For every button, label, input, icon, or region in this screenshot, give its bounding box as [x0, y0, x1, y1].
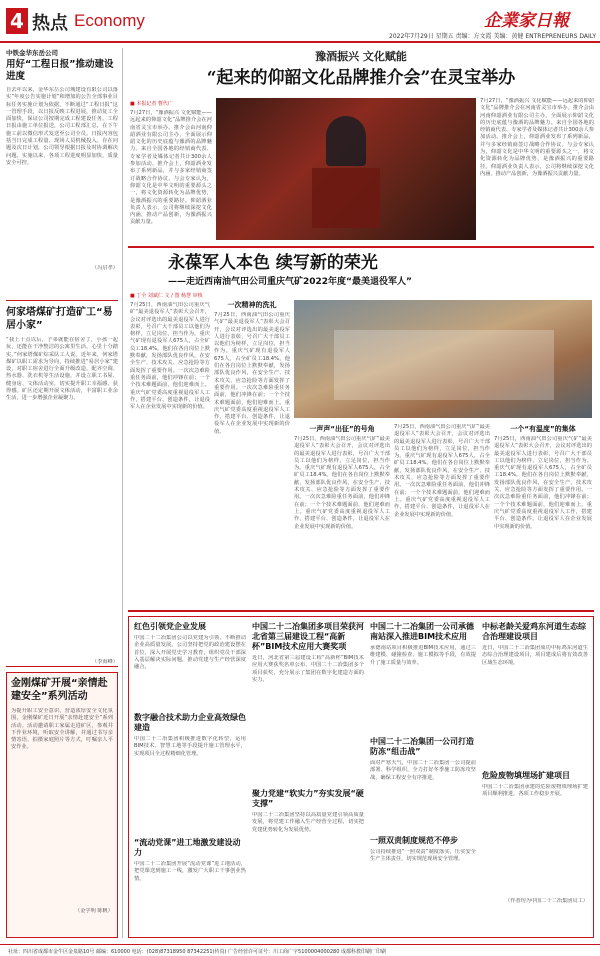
event-photo: [216, 98, 476, 240]
article-title: 中国二十二冶集团一公司承德南站深入推进BIM技术应用: [370, 622, 474, 641]
article-author: （作者均为中国二十二冶集团员工）: [504, 898, 588, 904]
bottom-col-2: [252, 622, 364, 928]
article-title: 数字融合技术助力企业高效绿色建造: [134, 713, 246, 732]
military-body-col2: 7月25日，西南油气田公司重庆气矿“最美退役军人”表彰大会召开，会议对评选出的最美退役军人进行表彰，号召广大干部员工以他们为榜样，立足岗位，担当作为。重庆气矿现有退役军人675人，占全矿员工18.4%。他们在各自岗位上默默奉献，发扬部队优良作风，在安全生产、技术攻关、应急抢险等方面发挥了重要作用。一次次急难险重任务面前，他们冲锋在前；一个个技术难题面前，他们迎难而上。重庆气矿党委高度重视退役军人工作，搭建平台、创造条件，让退役军人在企业发展中实现新的价值。: [214, 312, 290, 435]
article-title: 中国二十二冶集团多项目荣获河北省第三届建设工程“高新杯”BIM技术应用大赛奖项: [252, 622, 364, 651]
column-divider: [122, 48, 123, 938]
article-body: 中国二十二冶集团积极推进数字化转型，运用BIM技术、智慧工地等手段提升施工管理水平，实现项目全过程精细化管理。: [134, 736, 246, 757]
military-byline: ■ 丁全 刘斌仁 文 / 图 杨慧 审核: [130, 293, 203, 299]
story-body: 7月27日，“豫酒振兴 文化赋能——远起来的仰韶文化”品牌推介会在河南省灵宝市举办。推介会由河南仰韶酒业有限公司主办，全面展示仰韶文化的历史底蕴与豫酒的品牌魅力。来自全国各地的经销商代表、专家学者及媒体记者共计300余人参加活动。推介会上，仰韶酒业发布了系列新品，并与多家经销商签订战略合作协议。与会专家认为，仰韶文化是中华文明的重要源头之一，将文化资源转化为品牌优势，是豫酒振兴的重要路径。仰韶酒业负责人表示，公司将继续深挖文化内涵，推动产品创新，为豫酒振兴贡献力量。: [130, 110, 212, 226]
top-story: [128, 48, 594, 89]
divider: [128, 246, 594, 248]
article-body: 中国二十二冶集团公司以党建为引领，不断推动企业高质量发展。公司坚持把党的政治建设摆在首位，深入开展党史学习教育，组织党员干部深入基层解决实际问题，推动党建与生产经营深度融合。: [134, 635, 246, 671]
military-body-col4: 7月25日，西南油气田公司重庆气矿“最美退役军人”表彰大会召开，会议对评选出的最美退役军人进行表彰，号召广大干部员工以他们为榜样，立足岗位，担当作为。重庆气矿现有退役军人675人，占全矿员工18.4%。他们在各自岗位上默默奉献，发扬部队优良作风，在安全生产、技术攻关、应急抢险等方面发挥了重要作用。一次次急难险重任务面前，他们冲锋在前；一个个技术难题面前，他们迎难而上。重庆气矿党委高度重视退役军人工作，搭建平台、创造条件，让退役军人在企业发展中实现新的价值。: [394, 424, 490, 518]
article-body: 近日，河北省第三届建设工程“高新杯”BIM技术应用大赛获奖名单公布，中国二十二冶集团多个项目获奖，充分展示了集团在数字化建造方面的实力。: [252, 655, 364, 683]
story-byline: ■ 本报记者 曹代广: [130, 101, 173, 107]
left-article-1: [6, 48, 118, 272]
article-title: 红色引领党企业发展: [134, 622, 206, 631]
military-photo: [294, 300, 592, 418]
divider: [6, 666, 118, 667]
military-body-col1: 7月25日，西南油气田公司重庆气矿“最美退役军人”表彰大会召开，会议对评选出的最美退役军人进行表彰，号召广大干部员工以他们为榜样，立足岗位，担当作为。重庆气矿现有退役军人675人，占全矿员工18.4%。他们在各自岗位上默默奉献，发扬部队优良作风，在安全生产、技术攻关、应急抢险等方面发挥了重要作用。一次次急难险重任务面前，他们冲锋在前；一个个技术难题面前，他们迎难而上。重庆气矿党委高度重视退役军人工作，搭建平台、创造条件，让退役军人在企业发展中实现新的价值。: [130, 302, 210, 411]
left-article-2: [6, 306, 118, 666]
header-divider: [0, 41, 600, 43]
left-article-3: [6, 672, 118, 938]
article-body: 中国二十二冶集团坚持以高质量党建引领高质量发展，将党建工作融入生产经营全过程，切实把党建优势转化为发展优势。: [252, 812, 364, 833]
article-author: （李海峰）: [92, 659, 118, 665]
article-title: “流动党课”进工地激发建设动力: [134, 838, 241, 857]
article-title: 危险废物填埋场扩建项目: [482, 771, 570, 780]
military-headline: 永葆军人本色 续写新的荣光: [168, 253, 378, 273]
dateline: 2022年7月29日 星期五 责编：方文霞 美编：黄健 ENTREPRENEURS DAILY: [389, 33, 596, 40]
article-author: （金学明 陈帆）: [75, 908, 113, 914]
article-body: 中国二十二冶集团承建的危险废物填埋场扩建项目顺利推进，各项工作稳步开展。: [482, 784, 588, 798]
story-kicker: 豫酒振兴 文化赋能: [315, 50, 407, 63]
military-body-col5: 7月25日，西南油气田公司重庆气矿“最美退役军人”表彰大会召开，会议对评选出的最美退役军人进行表彰，号召广大干部员工以他们为榜样，立足岗位，担当作为。重庆气矿现有退役军人675人，占全矿员工18.4%。他们在各自岗位上默默奉献，发扬部队优良作风，在安全生产、技术攻关、应急抢险等方面发挥了重要作用。一次次急难险重任务面前，他们冲锋在前；一个个技术难题面前，他们迎难而上。重庆气矿党委高度重视退役军人工作，搭建平台、创造条件，让退役军人在企业发展中实现新的价值。: [494, 436, 592, 530]
article-title: 一照双责制度规范不停步: [370, 836, 458, 845]
article-title: 中标老龄关爱鸡东河道生态综合治理建设项目: [482, 622, 586, 641]
article-body: 面对严寒天气，中国二十二冶集团一公司提前部署、科学组织，全力打好冬季施工防冻攻坚战，确保工程安全有序推进。: [370, 760, 476, 781]
article-body: 公司持续推进“一照双责”制度落实，压实安全生产主体责任，切实规范现场安全管理。: [370, 849, 476, 863]
article-title: 中国二十二冶集团一公司打造防冻“组击战”: [370, 737, 474, 756]
article-title: 金刚煤矿开展“亲情赴建安全”系列活动: [11, 678, 108, 702]
article-author: （冯启孝）: [92, 265, 118, 271]
article-title: 聚力党建“软实力”夯实发展“硬支撑”: [252, 789, 364, 808]
group-figures: [334, 330, 554, 400]
bottom-col-3: [370, 622, 476, 909]
article-body: 中国二十二冶集团开展“流动党课”进工地活动，把党课送到施工一线，激发广大职工干事创业热情。: [134, 861, 246, 882]
newspaper-logo: 企業家日報: [484, 11, 569, 31]
divider: [128, 610, 594, 612]
story-body-continued: 7月27日，“豫酒振兴 文化赋能——远起来的仰韶文化”品牌推介会在河南省灵宝市举办。推介会由河南仰韶酒业有限公司主办，全面展示仰韶文化的历史底蕴与豫酒的品牌魅力。来自全国各地的经销商代表、专家学者及媒体记者共计300余人参加活动。推介会上，仰韶酒业发布了系列新品，并与多家经销商签订战略合作协议。与会专家认为，仰韶文化是中华文明的重要源头之一，将文化资源转化为品牌优势，是豫酒振兴的重要路径。仰韶酒业负责人表示，公司将继续深挖文化内涵，推动产品创新，为豫酒振兴贡献力量。: [480, 98, 594, 177]
article-body: 为提升职工安全意识，营造浓厚安全文化氛围，金刚煤矿近日开展“亲情赴建安全”系列活动。活动邀请职工家属走进矿区，参观井下作业环境，听取安全讲解，并通过书写亲情寄语、拍摄家庭照片等方式，叮嘱亲人平安作业。: [11, 708, 113, 751]
section-title-en: Economy: [74, 11, 145, 30]
military-subhead-3: 一个“有温度”的集体: [510, 425, 576, 433]
bottom-col-1: [134, 622, 246, 941]
article-title: 何家塔煤矿打造矿工“易居小家”: [6, 307, 113, 331]
page-footer: 社址：四川省成都市金牛区金泉路10号 邮编：610000 电话：(028)87318950 87342251(传真) 广告经营许可证号：川工商广字5100004000280 成都科教印刷厂印刷: [0, 944, 600, 956]
podium: [312, 168, 380, 228]
masthead: [0, 0, 600, 42]
article-body: 承德南站项目积极推进BIM技术应用，通过三维建模、碰撞检查、施工模拟等手段，有效提升了施工质量与效率。: [370, 645, 476, 666]
divider: [6, 300, 118, 301]
article-body: 近日，中国二十二冶集团成功中标鸡东河道生态综合治理建设项目，项目建成后将有效改善区域生态环境。: [482, 645, 588, 666]
military-subhead-1: 一次精神的洗礼: [227, 301, 277, 309]
page-number: 4: [6, 8, 28, 34]
military-body-col3: 7月25日，西南油气田公司重庆气矿“最美退役军人”表彰大会召开，会议对评选出的最美退役军人进行表彰，号召广大干部员工以他们为榜样，立足岗位，担当作为。重庆气矿现有退役军人675人，占全矿员工18.4%。他们在各自岗位上默默奉献，发扬部队优良作风，在安全生产、技术攻关、应急抢险等方面发挥了重要作用。一次次急难险重任务面前，他们冲锋在前；一个个技术难题面前，他们迎难而上。重庆气矿党委高度重视退役军人工作，搭建平台、创造条件，让退役军人在企业发展中实现新的价值。: [294, 436, 390, 530]
military-subtitle: ——走近西南油气田公司重庆气矿2022年度“最美退役军人”: [168, 277, 412, 287]
article-title: 用好“工程日报”推动建设进度: [6, 59, 114, 82]
section-title: 热点: [32, 13, 68, 34]
military-story: [128, 252, 594, 288]
military-subhead-2: 一声声“出征”的号角: [309, 425, 375, 433]
article-body: “我上十点以后，子弟就能在宿舍了，小孩一起玩，还能在干净整洁的公寓里生活，心里十分踏实。”何家塔煤矿综采队工人说。近年来，何家塔煤矿以职工需求为导向，持续推进“易居小家”建设，对职工宿舍进行全面升级改造，配齐空调、热水器、洗衣机等生活设施，并设立职工书屋、健身房、文体活动室，切实提升职工幸福感、获得感。矿区还定期开展文体活动，丰富职工业余生活，进一步增强企业凝聚力。: [6, 337, 118, 402]
bottom-col-4: [482, 622, 588, 905]
speaker-figure: [326, 116, 366, 166]
article-body: 自去年以来，金华东岳公司城建设有限公司以落实“年度公告实施计划”和增加的公告全部事业目标任务实施计划为依据，不断通过“工程日报”这一管理手段，以日报反映工程进展，推动复工全面加快，保证公司按期完成工程建设任务。工程日报由施工单位报送，公司工程部汇总，在下午施工前以微信形式发送至公司全员。日报内容包括当日完成工程量、现场人员机械投入、存在问题及次日计划，公司领导根据日报及时协调解决问题。实施以来，各项工程进度明显加快，质量安全可控。: [6, 87, 118, 166]
article-kicker: 中铁金华东岳公司: [6, 49, 58, 57]
story-headline: “起来的仰韶文化品牌推介会”在灵宝举办: [206, 68, 516, 88]
